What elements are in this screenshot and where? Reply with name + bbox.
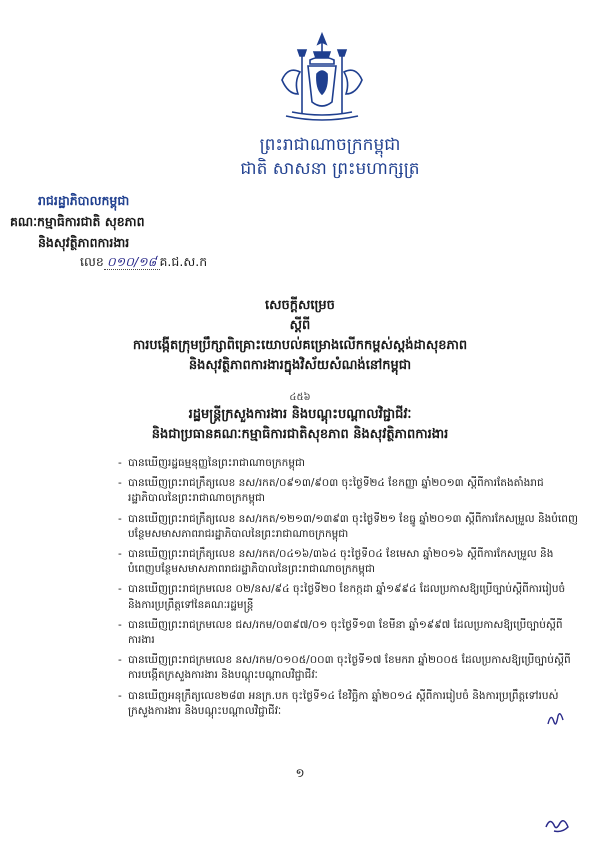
minister-title-line1: រដ្ឋមន្ត្រីក្រសួងការងារ និងបណ្តុះបណ្តាលវិជ្ជាជីវៈ <box>188 407 412 422</box>
handwritten-initial-mark <box>545 708 567 730</box>
legal-basis-item: - បានឃើញព្រះរាជក្រមលេខ ជស/រកម/០៣៩៧/០១ ចុះថ្ងៃទី១៣ ខែមីនា ឆ្នាំ១៩៩៧ ដែលប្រកាសឱ្យប្រើច្បាប់ស្តីពីការងារ <box>118 618 578 648</box>
page-number: ១ <box>295 766 305 780</box>
committee-name-cont: និងសុវត្ថិភាពការងារ <box>38 235 130 250</box>
legal-basis-item: - បានឃើញព្រះរាជក្រឹត្យលេខ នស/រកត/០៤១៦/៣៦៤ ចុះថ្ងៃទី០៤ ខែមេសា ឆ្នាំ២០១៦ ស្តីពីការកែសម្រួល និងបំពេញបន្ថែមសមាសភាពរាជរដ្ឋាភិបាលនៃព្រះរាជាណាចក្រកម្ពុជា <box>118 547 578 577</box>
minister-title-line2: និងជាប្រធានគណៈកម្មាធិការជាតិសុខភាព និងសុវត្ថិភាពការងារ <box>151 427 449 442</box>
royal-coat-of-arms-emblem <box>262 30 382 130</box>
kingdom-title-block <box>240 133 420 181</box>
decision-subject-line2: និងសុវត្ថិភាពការងារក្នុងវិស័យសំណង់នៅកម្ពុជា <box>188 358 412 373</box>
handwritten-signature-initial <box>542 813 572 835</box>
legal-basis-item: - បានឃើញព្រះរាជក្រឹត្យលេខ នស/រកត/០៩១៣/៩០៣ ចុះថ្ងៃទី២៤ ខែកញ្ញា ឆ្នាំ២០១៣ ស្តីពីការតែងតាំងរាជរដ្ឋាភិបាលនៃព្រះរាជាណាចក្រកម្ពុជា <box>118 476 578 506</box>
decision-subject-line1: ការបង្កើតក្រុមប្រឹក្សាពិគ្រោះយោបល់គម្រោងលើកកម្ពស់ស្តង់ដាសុខភាព <box>132 338 468 353</box>
government-name: រាជរដ្ឋាភិបាលកម្ពុជា <box>38 193 130 208</box>
legal-basis-item: - បានឃើញព្រះរាជក្រឹត្យលេខ នស/រកត/១២១៣/១៣៩៣ ចុះថ្ងៃទី២១ ខែធ្នូ ឆ្នាំ២០១៣ ស្តីពីការកែសម្រួល និងបំពេញបន្ថែមសមាសភាពរាជរដ្ឋាភិបាលនៃព្រះរាជាណាចក្រកម្ពុជា <box>118 512 578 542</box>
national-motto: ជាតិ សាសនា ព្រះមហាក្សត្រ <box>240 159 420 179</box>
issuing-authority-block <box>10 190 145 253</box>
decision-heading <box>40 296 560 376</box>
legal-basis-item: - បានឃើញព្រះរាជក្រមលេខ ០២/នស/៩៤ ចុះថ្ងៃទី២០ ខែកក្កដា ឆ្នាំ១៩៩៤ ដែលប្រកាសឱ្យប្រើច្បាប់ស្តីពីការរៀបចំ និងការប្រព្រឹត្តទៅនៃគណៈរដ្ឋមន្ត្រី <box>118 582 578 612</box>
committee-name: គណៈកម្មាធិការជាតិ សុខភាព <box>10 214 145 229</box>
decision-type: សេចក្តីសម្រេច <box>265 298 335 313</box>
minister-title-block <box>40 405 560 445</box>
decision-about: ស្តីពី <box>289 318 311 333</box>
kingdom-title: ព្រះរាជាណាចក្រកម្ពុជា <box>259 135 401 155</box>
ref-number-handwritten: ០១០/១៨ <box>104 254 160 270</box>
legal-basis-list <box>118 456 578 724</box>
legal-basis-item: - បានឃើញរដ្ឋធម្មនុញ្ញនៃព្រះរាជាណាចក្រកម្ពុជា <box>118 456 578 471</box>
section-ornament: ៤៥៦ <box>289 392 311 403</box>
legal-basis-item: - បានឃើញអនុក្រឹត្យលេខ២៨៣ អនក្រ.បក ចុះថ្ងៃទី១៤ ខែវិច្ឆិកា ឆ្នាំ២០១៤ ស្តីពីការរៀបចំ និងការប្រព្រឹត្តទៅរបស់ក្រសួងការងារ និងបណ្តុះបណ្តាលវិជ្ជាជីវៈ <box>118 689 578 719</box>
reference-number <box>80 254 207 273</box>
ref-prefix: លេខ <box>80 254 104 269</box>
legal-basis-item: - បានឃើញព្រះរាជក្រមលេខ នស/រកម/០១០៥/០០៣ ចុះថ្ងៃទី១៧ ខែមករា ឆ្នាំ២០០៥ ដែលប្រកាសឱ្យប្រើច្បាប់ស្តីពីការបង្កើតក្រសួងការងារ និងបណ្តុះបណ្តាលវិជ្ជាជីវៈ <box>118 653 578 683</box>
ref-suffix: គ.ជ.ស.ក <box>159 254 208 269</box>
